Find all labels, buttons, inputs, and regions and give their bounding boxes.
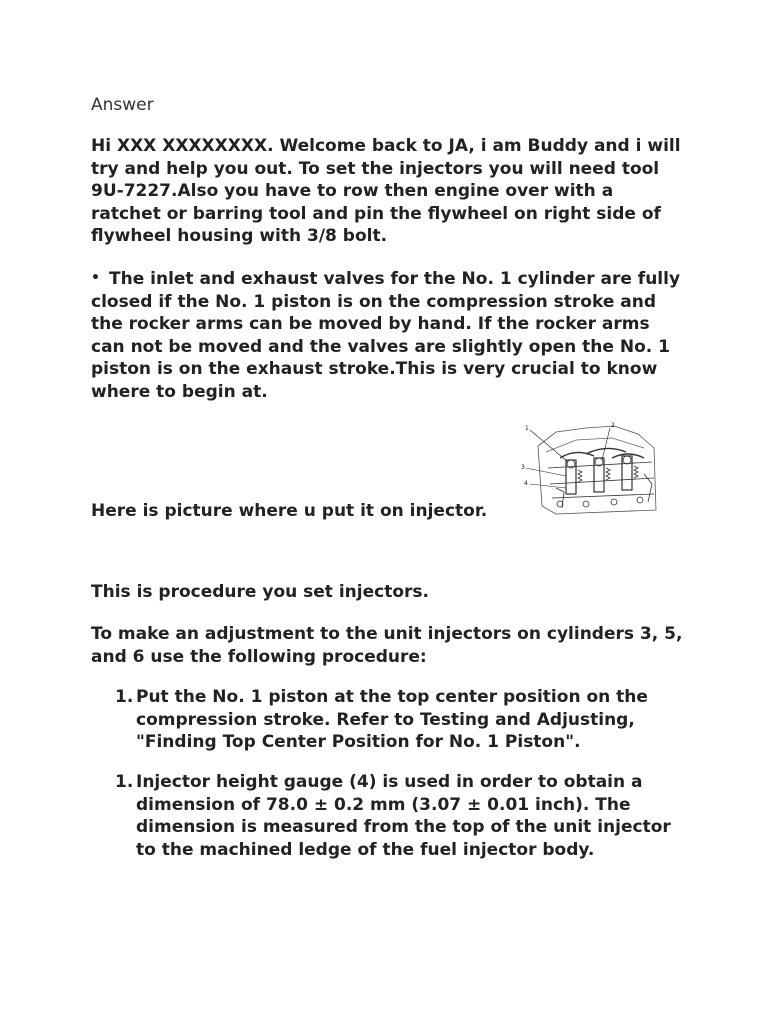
adjustment-intro: To make an adjustment to the unit injectors on cylinders 3, 5, and 6 use the following procedure: xyxy=(91,624,683,667)
diagram-callout: 4 xyxy=(524,480,528,487)
picture-caption: Here is picture where u put it on injector. xyxy=(91,501,488,521)
intro-paragraph: Hi XXX XXXXXXXX. Welcome back to JA, i am Buddy and i will try and help you out. To set the injectors you will need tool 9U-7227.Also you have to row then engine over with a ratchet or barring tool and pin the flywheel on right side of flywheel housing with 3/8 bolt. xyxy=(91,136,681,247)
procedure-title: This is procedure you set injectors. xyxy=(91,582,429,602)
diagram-callout: 2 xyxy=(611,422,615,429)
step-number: 1. xyxy=(115,687,134,707)
step-number: 1. xyxy=(115,772,134,792)
bullet-text: The inlet and exhaust valves for the No. 1 cylinder are fully closed if the No. 1 piston is on the compression stroke and the rocker arms can be moved by hand. If the rocker arms can not be moved and the valves are slightly open the No. 1 piston is on the exhaust stroke.This is very crucial to know where to begin at. xyxy=(91,269,681,402)
injector-diagram-image xyxy=(516,418,658,518)
diagram-callout: 1 xyxy=(525,425,529,432)
answer-heading: Answer xyxy=(91,95,154,115)
bullet-marker: • xyxy=(91,270,100,286)
bullet-paragraph xyxy=(91,267,686,404)
step-text: Put the No. 1 piston at the top center position on the compression stroke. Refer to Testing and Adjusting, "Finding Top Center Position for No. 1 Piston". xyxy=(136,687,648,753)
step-text: Injector height gauge (4) is used in order to obtain a dimension of 78.0 ± 0.2 mm (3.07 ± 0.01 inch). The dimension is measured from the top of the unit injector to the machined ledge of the fuel injector body. xyxy=(136,772,671,860)
diagram-callout: 3 xyxy=(521,464,525,471)
